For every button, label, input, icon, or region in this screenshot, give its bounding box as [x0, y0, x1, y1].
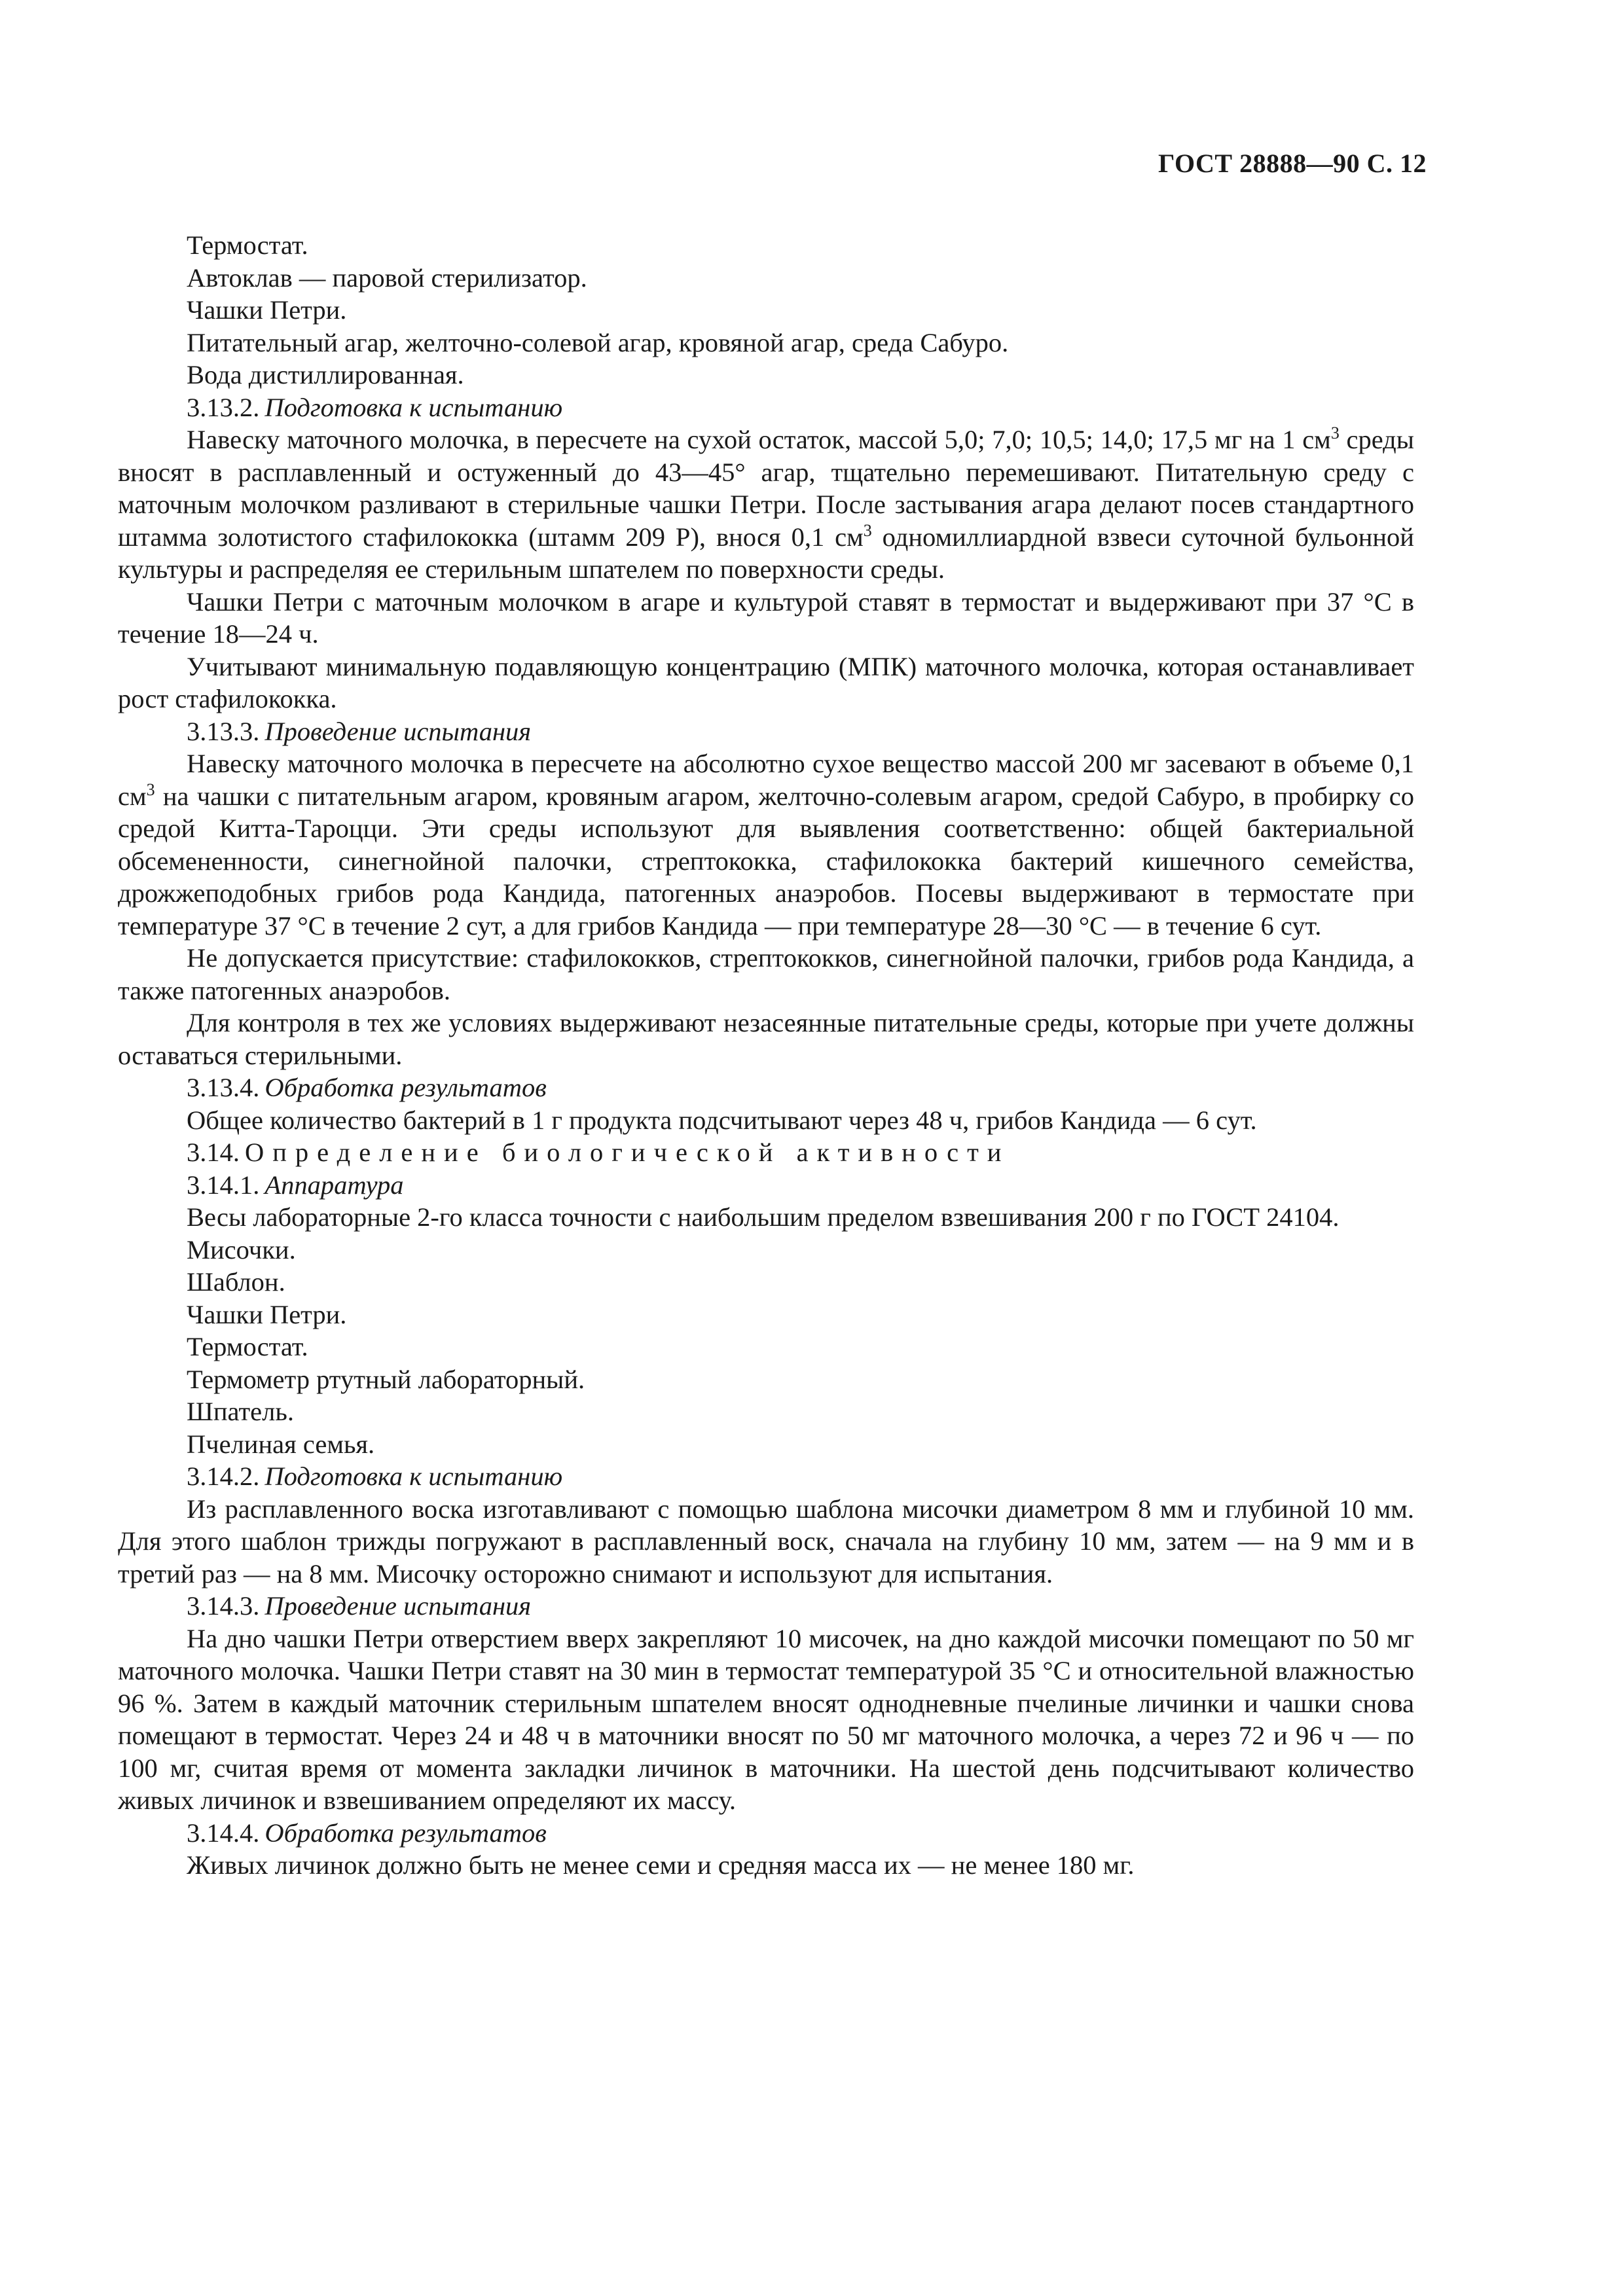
section-heading-3-14-1 — [118, 1169, 1414, 1202]
document-body — [118, 229, 1414, 1882]
paragraph — [118, 747, 1414, 942]
list-item: Мисочки. — [187, 1234, 296, 1265]
list-item: Вода дистиллированная. — [187, 360, 464, 389]
section-title: Определение биологической активности — [245, 1138, 1010, 1167]
list-item: Шпатель. — [187, 1397, 294, 1426]
text-run: Навеску маточного молочка в пересчете на абсолютно сухое вещество массой 200 мг засевают в объеме 0,1 см — [118, 749, 1414, 811]
section-title: Обработка результатов — [264, 1073, 547, 1102]
section-number: 3.14.4. — [187, 1818, 260, 1848]
text-run: Навеску маточного молочка, в пересчете на сухой остаток, массой 5,0; 7,0; 10,5; 14,0; 17,5 мг на 1 см — [187, 425, 1331, 454]
paragraph: На дно чашки Петри отверстием вверх закрепляют 10 мисочек, на дно каждой мисочки помещают по 50 мг маточного молочка. Чашки Петри ставят на 30 мин в термостат температурой 35 °С и относительной влажностью 96 %. Затем в каждый маточник стерильным шпателем вносят однодневные пчелиные личинки и чашки снова помещают в термостат. Через 24 и 48 ч в маточники вносят по 50 мг маточного молочка, а через 72 и 96 ч — по 100 мг, считая время от момента закладки личинок в маточники. На шестой день подсчитывают количество живых личинок и взвешиванием определяют их массу. — [118, 1623, 1414, 1815]
section-number: 3.14.1. — [187, 1170, 260, 1200]
paragraph: Для контроля в тех же условиях выдерживают незасеянные питательные среды, которые при учете должны оставаться стерильными. — [118, 1008, 1414, 1070]
section-title: Проведение испытания — [264, 716, 532, 746]
list-item: Чашки Петри. — [187, 1299, 347, 1329]
list-item: Шаблон. — [187, 1267, 285, 1297]
section-title: Обработка результатов — [264, 1818, 547, 1848]
list-item: Питательный агар, желточно-солевой агар, кровяной агар, среда Сабуро. — [187, 327, 1009, 357]
section-heading-3-14-3 — [118, 1590, 1414, 1623]
section-number: 3.14.2. — [187, 1462, 260, 1491]
text-run: одномиллиардной взвеси суточной бульонной культуры и распределяя ее стерильным шпателем по поверхности среды. — [118, 522, 1414, 584]
section-heading-3-13-2 — [118, 391, 1414, 424]
section-number: 3.14.3. — [187, 1591, 260, 1621]
section-number: 3.13.4. — [187, 1073, 260, 1102]
section-heading-3-14 — [118, 1136, 1414, 1169]
list-item: Термостат. — [187, 1332, 308, 1361]
list-item: Автоклав — паровой стерилизатор. — [187, 262, 587, 293]
section-number: 3.13.2. — [187, 392, 260, 422]
section-number: 3.14. — [187, 1138, 240, 1167]
page-header: ГОСТ 28888—90 С. 12 — [1158, 149, 1427, 178]
text-run: на чашки с питательным агаром, кровяным агаром, желточно-солевым агаром, средой Сабуро, в пробирку со средой Китта-Тароцци. Эти среды используют для выявления соответственно: общей бактериальной обсемененности, синегнойной палочки, стрептококка, стафилококка бактерий кишечного семейства, дрожжеподобных грибов рода Кандида, патогенных анаэробов. Посевы выдерживают в термостате при температуре 37 °С в течение 2 сут, а для грибов Кандида — при температуре 28—30 °С — в течение 6 сут. — [118, 781, 1414, 941]
list-item: Чашки Петри. — [187, 295, 347, 325]
paragraph — [118, 423, 1414, 586]
section-title: Проведение испытания — [264, 1591, 532, 1621]
list-item: Термометр ртутный лабораторный. — [187, 1364, 585, 1394]
section-heading-3-14-4 — [118, 1817, 1414, 1850]
section-title: Подготовка к испытанию — [264, 1462, 563, 1491]
section-heading-3-13-4 — [118, 1071, 1414, 1104]
paragraph: Учитывают минимальную подавляющую концентрацию (МПК) маточного молочка, которая останавливает рост стафилококка. — [118, 651, 1414, 713]
section-number: 3.13.3. — [187, 716, 260, 746]
list-item: Пчелиная семья. — [187, 1429, 375, 1459]
superscript: 3 — [146, 780, 155, 799]
paragraph: Весы лабораторные 2-го класса точности с наибольшим пределом взвешивания 200 г по ГОСТ 24104. — [187, 1202, 1340, 1232]
superscript: 3 — [1330, 423, 1340, 442]
section-heading-3-13-3 — [118, 715, 1414, 748]
section-title: Аппаратура — [264, 1170, 404, 1200]
paragraph: Не допускается присутствие: стафилококков, стрептококков, синегнойной палочки, грибов рода Кандида, а также патогенных анаэробов. — [118, 943, 1414, 1005]
list-item: Термостат. — [187, 230, 308, 260]
paragraph: Общее количество бактерий в 1 г продукта подсчитывают через 48 ч, грибов Кандида — 6 сут. — [187, 1105, 1257, 1135]
paragraph: Из расплавленного воска изготавливают с помощью шаблона мисочки диаметром 8 мм и глубиной 10 мм. Для этого шаблон трижды погружают в расплавленный воск, сначала на глубину 10 мм, затем — на 9 мм и в третий раз — на 8 мм. Мисочку осторожно снимают и используют для испытания. — [118, 1494, 1414, 1588]
superscript: 3 — [863, 520, 872, 540]
paragraph: Чашки Петри с маточным молочком в агаре и культурой ставят в термостат и выдерживают при 37 °С в течение 18—24 ч. — [118, 586, 1414, 649]
text-run: среды вносят в расплавленный и остуженный до 43—45° агар, тщательно перемешивают. Питательную среду с маточным молочком разливают в стерильные чашки Петри. После застывания агара делают посев стандартного штамма золотистого стафилококка (штамм 209 Р), внося 0,1 см — [118, 425, 1414, 552]
section-title: Подготовка к испытанию — [264, 392, 563, 422]
paragraph: Живых личинок должно быть не менее семи и средняя масса их — не менее 180 мг. — [187, 1850, 1135, 1880]
section-heading-3-14-2 — [118, 1460, 1414, 1493]
